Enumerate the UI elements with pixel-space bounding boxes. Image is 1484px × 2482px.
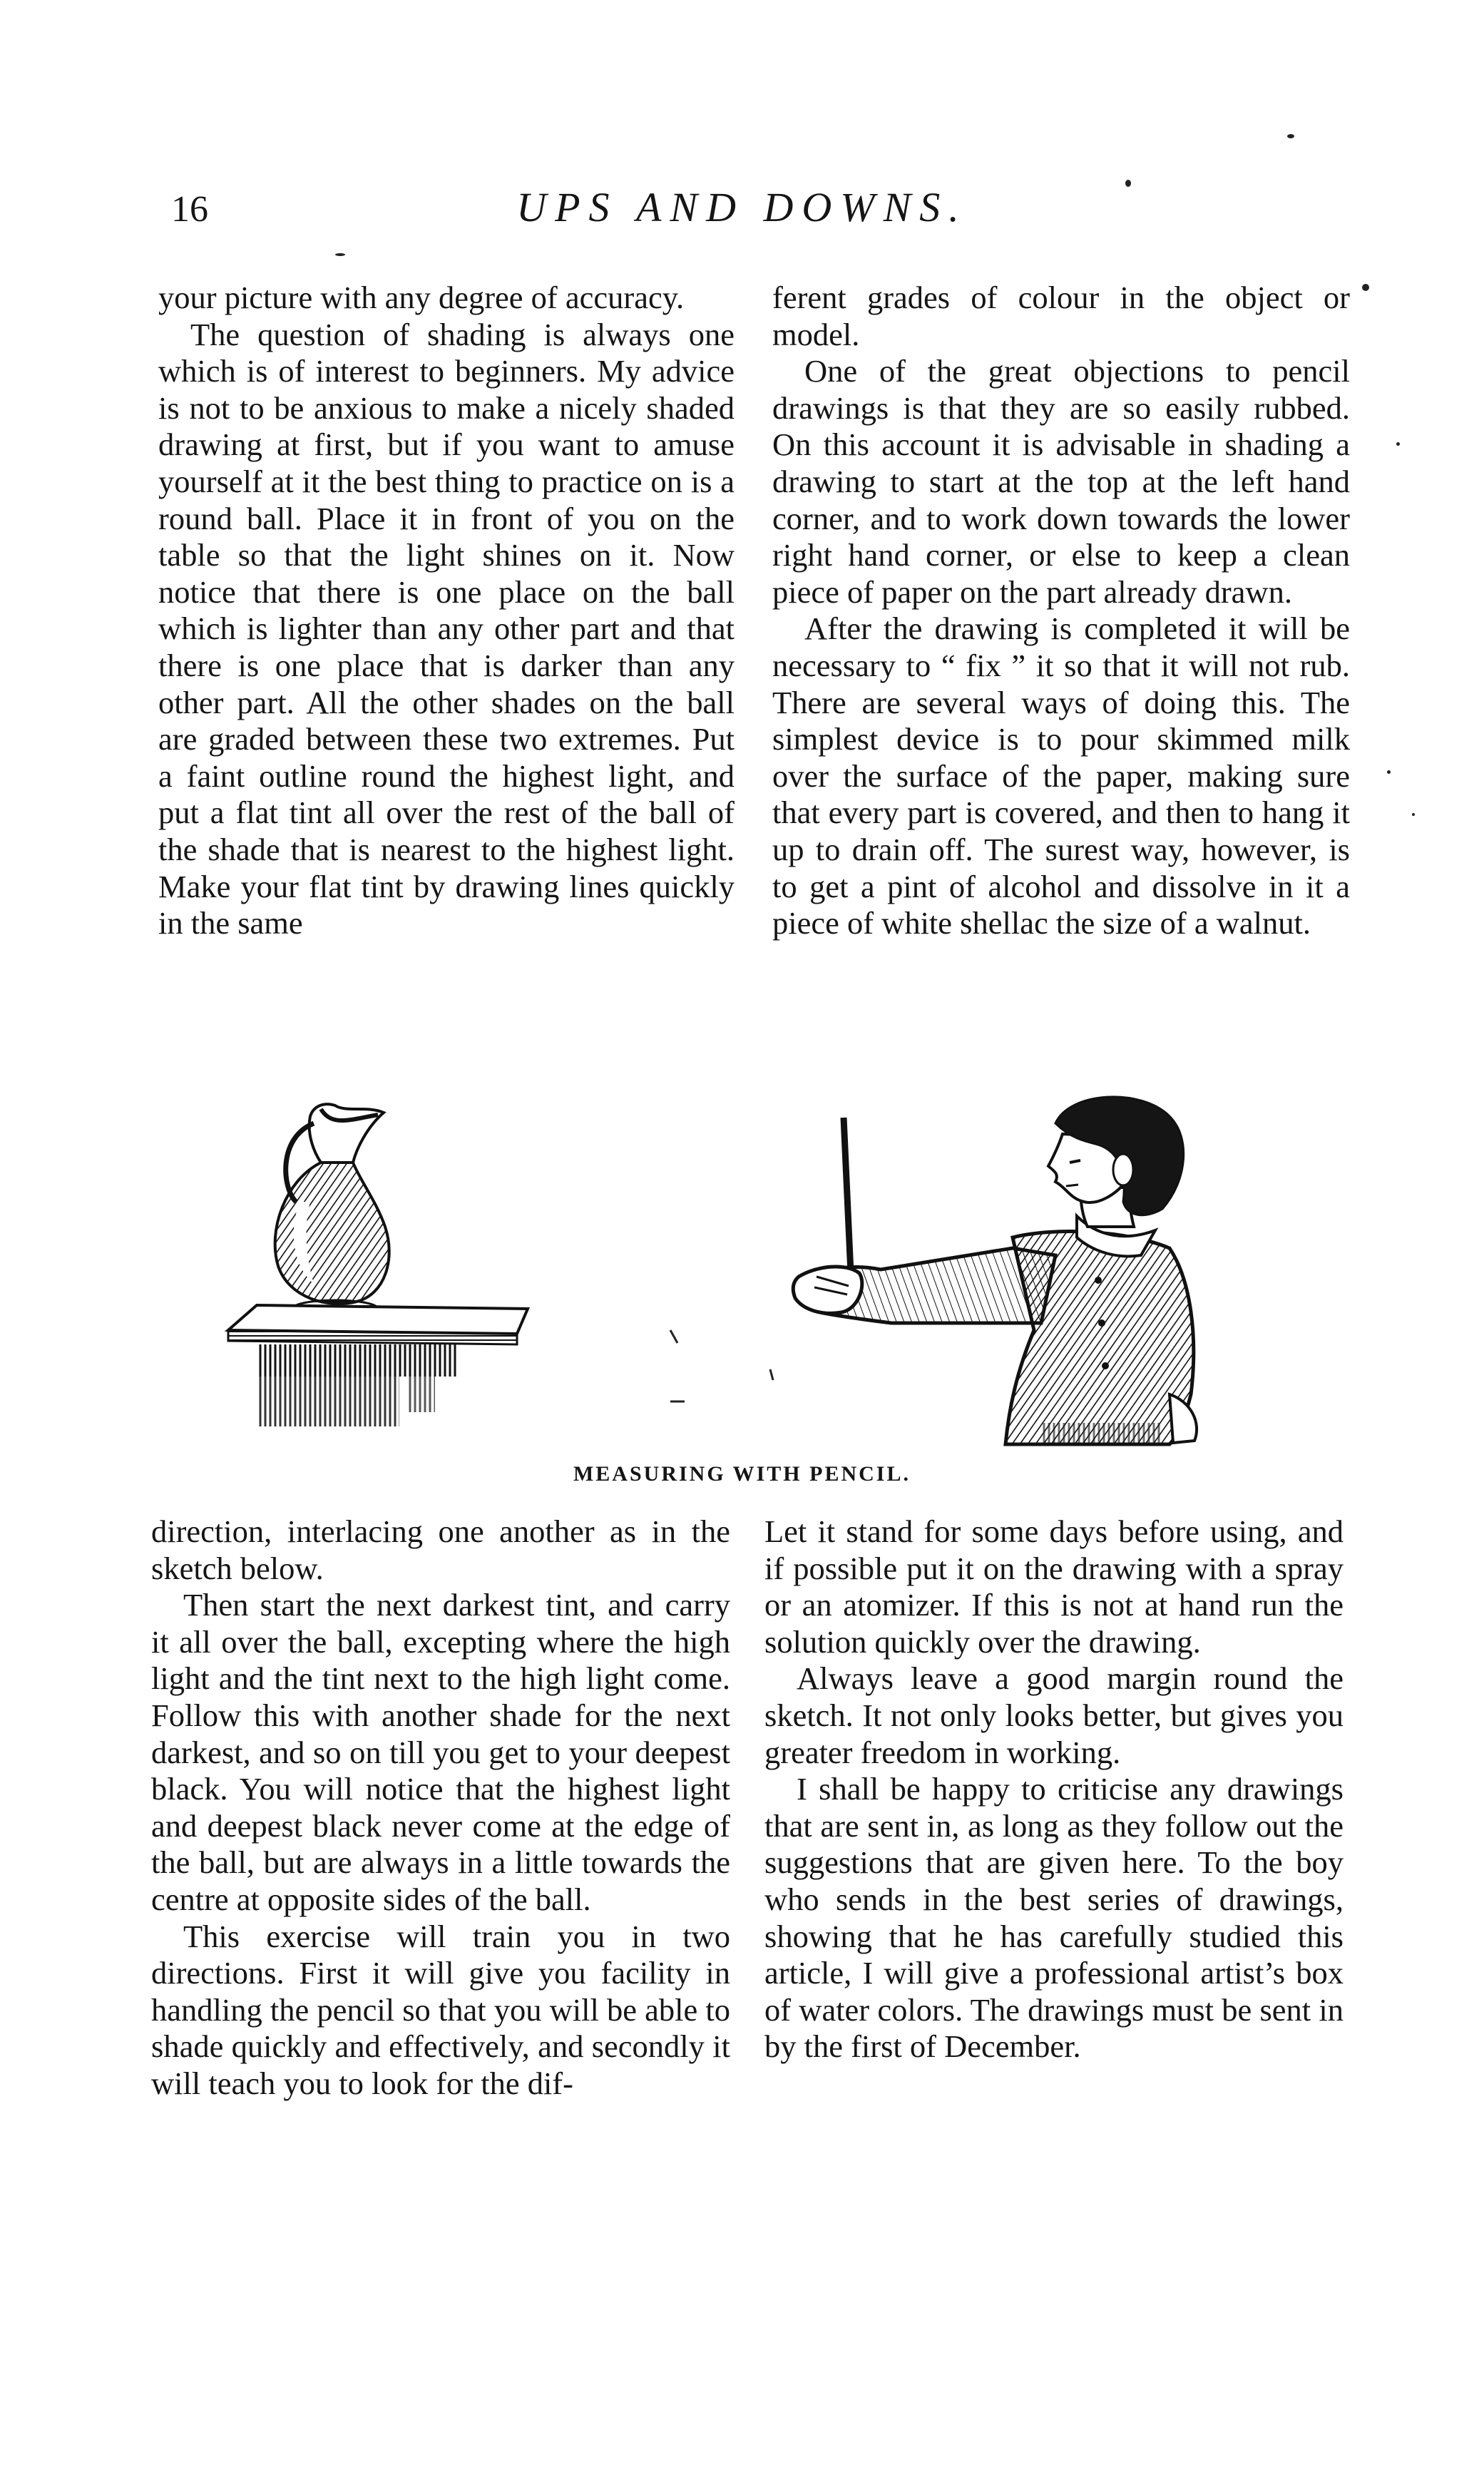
paragraph: direction, interlacing one another as in the sketch below. <box>151 1513 730 1586</box>
scan-speck <box>1412 813 1415 816</box>
paragraph: This exercise will train you in two directions. First it will give you facility in handling the pencil so that you will be able to shade quickly and effectively, and secondly it will teach you to look for the dif- <box>151 1918 730 2101</box>
jug-drawing <box>228 1104 528 1426</box>
scan-speck <box>1362 284 1369 291</box>
paragraph: The question of shading is always one which is of interest to beginners. My advice is not to be anxious to make a nicely shaded drawing at first, but if you want to amuse yourself at it the best thing to practice on is a round ball. Place it in front of you on the table so that the light shines on it. Now notice that there is one place on the ball which is lighter than any other part and that there is one place that is darker than any other part. All the other shades on the ball are graded between these two extremes. Put a faint outline round the highest light, and put a flat tint all over the rest of the ball of the shade that is nearest to the highest light. Make your flat tint by drawing lines quickly in the same <box>158 316 735 941</box>
paragraph: One of the great objections to pencil drawings is that they are so easily rubbed. On this account it is advisable in shading a drawing to start at the top at the left hand corner, and to work down towards the lower right hand corner, or else to keep a clean piece of paper on the part already drawn. <box>772 353 1350 610</box>
paragraph: Let it stand for some days before using, and if possible put it on the drawing with a spray or an atomizer. If this is not at hand run the solution quickly over the drawing. <box>764 1513 1344 1660</box>
paragraph: Then start the next darkest tint, and carry it all over the ball, excepting where the high light and the tint next to the high light come. Follow this with another shade for the next darkest, and so on till you get to your deepest black. You will notice that the highest light and deepest black never come at the edge of the ball, but are always in a little towards the centre at opposite sides of the ball. <box>151 1587 730 1917</box>
column-bottom-right <box>764 1513 1344 2065</box>
column-top-right <box>772 280 1350 942</box>
paragraph: your picture with any degree of accuracy. <box>158 280 685 315</box>
scan-speck <box>1287 134 1294 138</box>
scan-speck <box>1396 442 1400 446</box>
paragraph: Always leave a good margin round the sketch. It not only looks better, but gives you greater freedom in working. <box>764 1660 1344 1770</box>
paragraph: I shall be happy to criticise any drawings that are sent in, as long as they follow out the suggestions that are given here. To the boy who sends in the best series of drawings, showing that he has carefully studied this article, I will give a professional artist’s box of water colors. The drawings must be sent in by the first of December. <box>764 1771 1344 2065</box>
page-number: 16 <box>171 189 208 230</box>
paragraph: ferent grades of colour in the object or model. <box>772 280 1350 352</box>
column-bottom-left <box>151 1513 730 2103</box>
running-title: UPS AND DOWNS. <box>516 184 968 230</box>
scan-speck <box>335 253 345 256</box>
column-top-left <box>158 280 735 942</box>
illustration-caption: MEASURING WITH PENCIL. <box>573 1462 911 1486</box>
scan-speck <box>1387 770 1391 774</box>
paragraph: After the drawing is completed it will be necessary to “ fix ” it so that it will not rub. There are several ways of doing this. The simplest device is to pour skimmed milk over the surface of the paper, making sure that every part is covered, and then to hang it up to drain off. The surest way, however, is to get a pint of alcohol and dissolve in it a piece of white shellac the size of a walnut. <box>772 611 1350 941</box>
scan-speck <box>1125 180 1131 187</box>
measuring-with-pencil-illustration <box>214 1095 1298 1451</box>
man-drawing <box>793 1097 1197 1444</box>
